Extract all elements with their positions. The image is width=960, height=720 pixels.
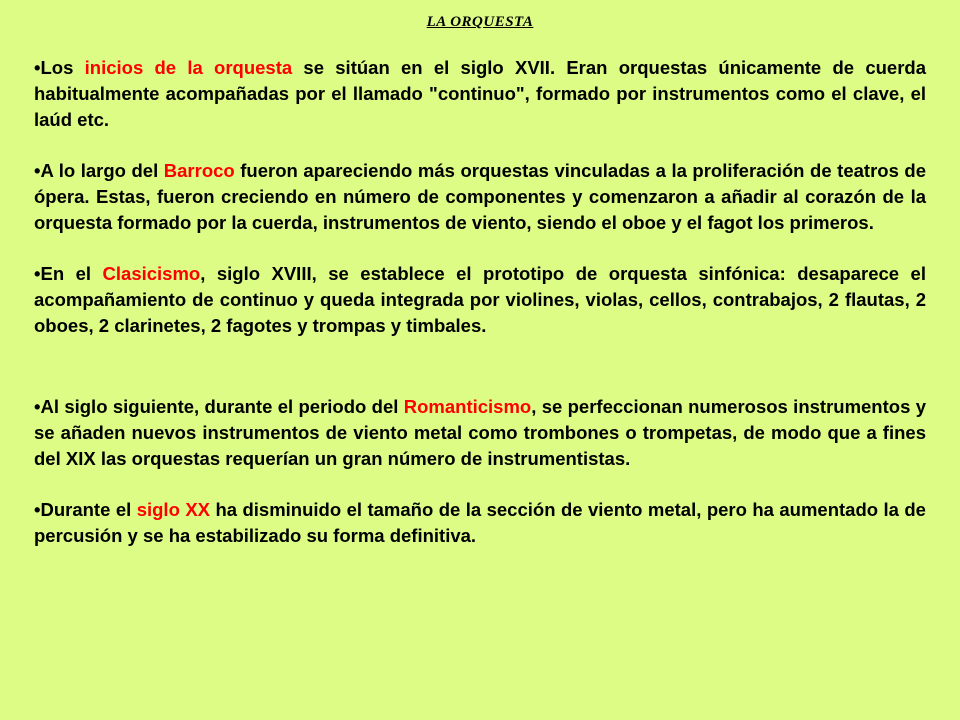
paragraph-text-pre: A lo largo del — [40, 160, 164, 181]
bullet: • — [34, 396, 41, 417]
paragraph-text-pre: En el — [40, 263, 103, 284]
highlight-term: siglo XX — [136, 499, 210, 520]
slide-title — [0, 14, 960, 31]
paragraph-text-post: se sitúan en el siglo XVII. Eran orquestas únicamente de cuerda habitualmente acompañadas por el llamado "continuo", formado por instrumentos como el clave, el laúd etc. — [34, 57, 926, 130]
highlight-term: Barroco — [163, 160, 235, 181]
bullet: • — [34, 160, 41, 181]
slide-title-text: LA ORQUESTA — [426, 14, 534, 30]
highlight-term: Romanticismo — [403, 396, 532, 417]
bullet: • — [34, 57, 41, 78]
bullet: • — [34, 499, 41, 520]
paragraph-text-pre: Durante el — [40, 499, 137, 520]
paragraph-spacer — [34, 339, 926, 394]
slide-content — [34, 55, 926, 549]
paragraph-romanticismo — [34, 394, 926, 472]
paragraph-siglo-xx — [34, 497, 926, 549]
paragraph-spacer — [34, 133, 926, 158]
highlight-term: Clasicismo — [102, 263, 201, 284]
paragraph-text-pre: Al siglo siguiente, durante el periodo del — [40, 396, 404, 417]
paragraph-barroco — [34, 158, 926, 236]
paragraph-text-post: , siglo XVIII, se establece el prototipo de orquesta sinfónica: desaparece el acompañamiento de continuo y queda integrada por violines, violas, cellos, contrabajos, 2 flautas, 2 oboes, 2 clarinetes, 2 fagotes y trompas y timbales. — [34, 263, 926, 336]
bullet: • — [34, 263, 41, 284]
paragraph-text-post: ha disminuido el tamaño de la sección de viento metal, pero ha aumentado la de percusión y se ha estabilizado su forma definitiva. — [34, 499, 926, 546]
paragraph-text-post: fueron apareciendo más orquestas vinculadas a la proliferación de teatros de ópera. Estas, fueron creciendo en número de componentes y comenzaron a añadir al corazón de la orquesta formado por la cuerda, instrumentos de viento, siendo el oboe y el fagot los primeros. — [34, 160, 926, 233]
paragraph-spacer — [34, 472, 926, 497]
paragraph-text-post: , se perfeccionan numerosos instrumentos y se añaden nuevos instrumentos de viento metal como trombones o trompetas, de modo que a fines del XIX las orquestas requerían un gran número de instrumentistas. — [34, 396, 926, 469]
paragraph-spacer — [34, 236, 926, 261]
paragraph-text-pre: Los — [40, 57, 85, 78]
paragraph-inicios — [34, 55, 926, 133]
highlight-term: inicios de la orquesta — [84, 57, 293, 78]
paragraph-clasicismo — [34, 261, 926, 339]
